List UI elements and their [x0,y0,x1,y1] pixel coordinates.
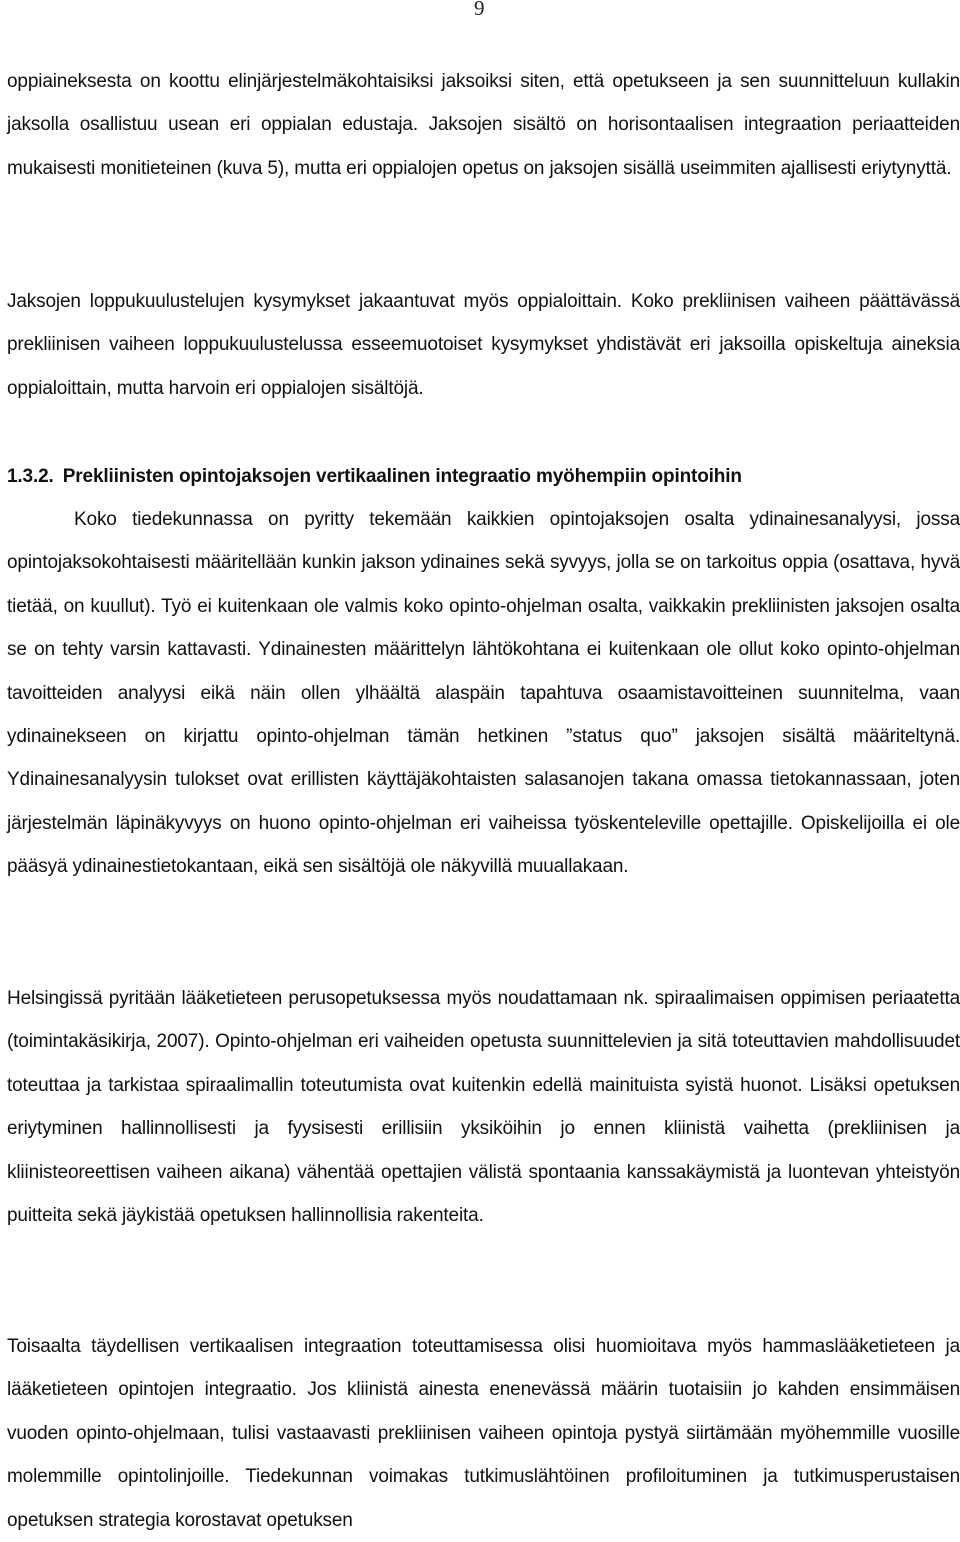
paragraph-2: Jaksojen loppukuulustelujen kysymykset jakaantuvat myös oppialoittain. Koko prekliinisen vaiheen päättävässä prekliinisen vaiheen loppukuulustelussa esseemuotoiset kysymykset yhdistävät eri jaksoilla opiskeltuja aineksia oppialoittain, mutta harvoin eri oppialojen sisältöjä. [7,291,960,399]
section-heading [7,455,960,498]
paragraph-5: Toisaalta täydellisen vertikaalisen integraation toteuttamisessa olisi huomioitava myös hammaslääketieteen ja lääketieteen opintojen integraatio. Jos kliinistä ainesta enenevässä määrin tuotaisiin jo kahden ensimmäisen vuoden opinto-ohjelmaan, tulisi vastaavasti prekliinisen vaiheen opintoja pystyä siirtämään myöhemmille vuosille molemmille opintolinjoille. Tiedekunnan voimakas tutkimuslähtöinen profiloituminen ja tutkimusperustaisen opetuksen strategia korostavat opetuksen [7,1336,960,1531]
section-number: 1.3.2. [7,466,54,487]
section-title: Prekliinisten opintojaksojen vertikaalinen integraatio myöhempiin opintoihin [62,466,742,487]
paragraph-3 [7,498,960,889]
page-number: 9 [474,0,485,20]
paragraph-4: Helsingissä pyritään lääketieteen perusopetuksessa myös noudattamaan nk. spiraalimaisen oppimisen periaatetta (toimintakäsikirja, 2007). Opinto-ohjelman eri vaiheiden opetusta suunnittelevien ja sitä toteuttavien mahdollisuudet toteuttaa ja tarkistaa spiraalimallin toteutumista ovat kuitenkin edellä mainituista syistä huonot. Lisäksi opetuksen eriytyminen hallinnollisesti ja fyysisesti erillisiin yksiköihin jo ennen kliinistä vaihetta (prekliinisen ja kliinisteoreettisen vaiheen aikana) vähentää opettajien välistä spontaania kanssakäymistä ja luontevan yhteistyön puitteita sekä jäykistää opetuksen hallinnollisia rakenteita. [7,988,960,1227]
paragraph-1: oppiaineksesta on koottu elinjärjestelmäkohtaisiksi jaksoiksi siten, että opetukseen ja sen suunnitteluun kullakin jaksolla osallistuu usean eri oppialan edustaja. Jaksojen sisältö on horisontaalisen integraation periaatteiden mukaisesti monitieteinen (kuva 5), mutta eri oppialojen opetus on jaksojen sisällä useimmiten ajallisesti eriytynyttä. [7,71,960,179]
paragraph-3-text: Koko tiedekunnassa on pyritty tekemään kaikkien opintojaksojen osalta ydinainesanalyysi, jossa opintojaksokohtaisesti määritellään kunkin jakson ydinaines sekä syvyys, jolla se on tarkoitus oppia (osattava, hyvä tietää, on kuullut). Työ ei kuitenkaan ole valmis koko opinto-ohjelman osalta, vaikkakin prekliinisten jaksojen osalta se on tehty varsin kattavasti. Ydinainesten määrittelyn lähtökohtana ei kuitenkaan ole ollut koko opinto-ohjelman tavoitteiden analyysi eikä näin ollen ylhäältä alaspäin tapahtuva osaamistavoitteinen suunnitelma, vaan ydinainekseen on kirjattu opinto-ohjelman tämän hetkinen ”status quo” jaksojen sisältä määriteltynä. Ydinainesanalyysin tulokset ovat erillisten käyttäjäkohtaisten salasanojen takana omassa tietokannassaan, joten järjestelmän läpinäkyvyys on huono opinto-ohjelman eri vaiheissa työskenteleville opettajille. Opiskelijoilla ei ole pääsyä ydinainestietokantaan, eikä sen sisältöjä ole näkyvillä muuallakaan. [7,509,960,878]
